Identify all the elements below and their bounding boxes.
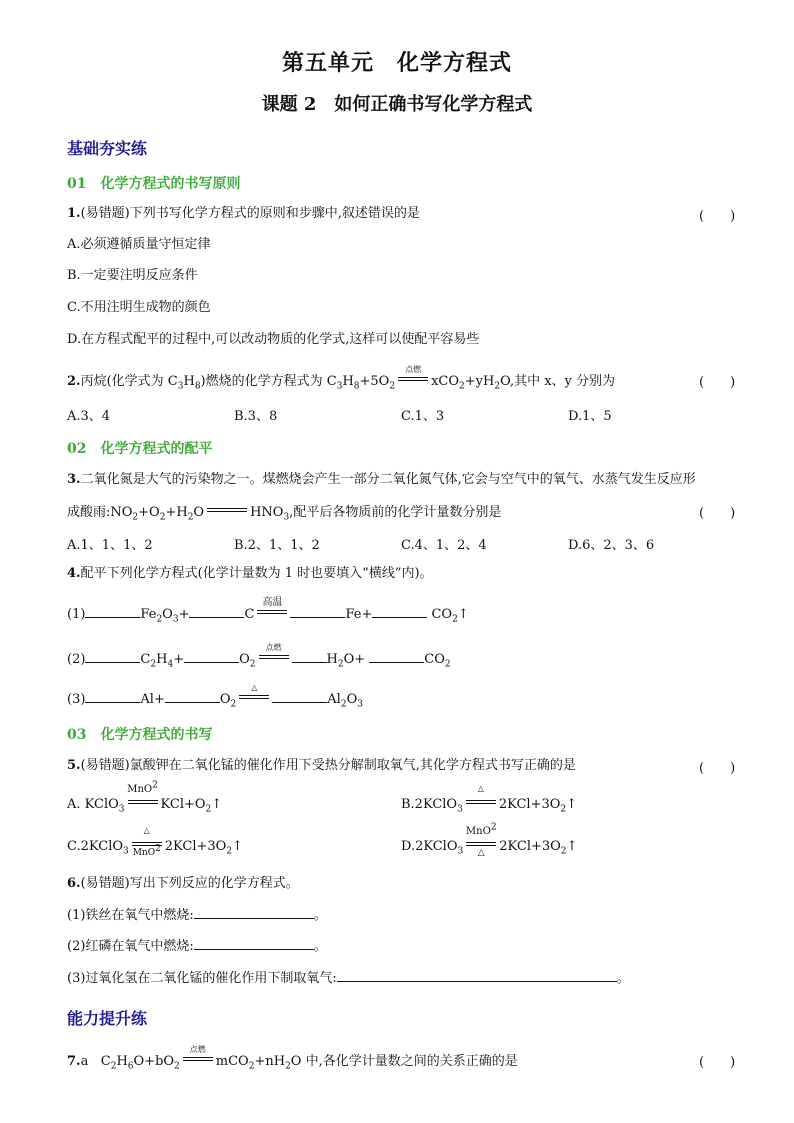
option-a: A. KClO$_3$ MnO$^2$ $KCl+O_2↑$: [67, 780, 223, 815]
answer-blank[interactable]: [194, 937, 314, 950]
reaction-condition: △: [464, 794, 498, 808]
answer-paren: ( ): [699, 506, 736, 521]
question-number: 4.: [67, 566, 81, 581]
answer-paren: ( ): [699, 209, 736, 224]
q6-item-1: (1)铁丝在氧气中燃烧: 。: [67, 908, 327, 923]
q6-item-3: (3)过氧化氢在二氧化锰的催化作用下制取氧气: 。: [67, 971, 630, 986]
reaction-condition: 点燃: [257, 649, 291, 663]
answer-paren: ( ): [699, 761, 736, 776]
lesson-title: 课题 2 如何正确书写化学方程式: [261, 94, 533, 115]
answer-blank[interactable]: [292, 650, 327, 663]
option-a: A.必须遵循质量守恒定律: [67, 237, 211, 252]
question-3-equation: 成酸雨$:NO_2+O_2+H_2O$ $HNO_3$,配平后各物质前的化学计量数分别是: [67, 502, 501, 522]
subsection-03: 03 化学方程式的书写: [67, 727, 213, 743]
question-1: [67, 205, 420, 223]
question-6: 6.(易错题)写出下列反应的化学方程式。: [67, 876, 299, 891]
question-2: 2.丙烷(化学式为 $C_3H_8$)燃烧的化学方程式为 $C_3H_8+5O_2$ 点燃 $xCO_2+yH_2O$,其中 x、y 分别为: [67, 365, 616, 392]
question-number: 2.: [67, 374, 81, 389]
option-c: C.1、3: [401, 409, 445, 424]
answer-blank[interactable]: [337, 969, 617, 982]
reaction-condition: 点燃: [181, 1051, 215, 1065]
answer-blank[interactable]: [290, 605, 345, 618]
answer-paren: ( ): [699, 375, 736, 390]
question-3: 3.二氧化氮是大气的污染物之一。煤燃烧会产生一部分二氧化氮气体,它会与空气中的氧气、水蒸气发生反应形: [67, 472, 696, 487]
answer-blank[interactable]: [165, 690, 220, 703]
question-4: 4.配平下列化学方程式(化学计量数为 1 时也要填入“横线”内)。: [67, 566, 433, 581]
answer-blank[interactable]: [369, 650, 424, 663]
option-c: C.不用注明生成物的颜色: [67, 300, 211, 315]
answer-paren: ( ): [699, 1055, 736, 1070]
option-c: C.2KClO$_3$ △ MnO$^2$ $2KCl+3O_2↑$: [67, 826, 243, 858]
unit-title: 第五单元 化学方程式: [281, 50, 512, 76]
answer-blank[interactable]: [85, 605, 140, 618]
option-b: B.一定要注明反应条件: [67, 268, 198, 283]
equals-sign: [205, 502, 249, 516]
reaction-condition: MnO$^2$: [126, 794, 160, 808]
answer-blank[interactable]: [194, 906, 314, 919]
question-number: 7.: [67, 1054, 81, 1069]
question-text: (易错题)下列书写化学方程式的原则和步骤中,叙述错误的是: [80, 206, 420, 221]
equation-1: (1) $Fe_2O_3+ C$ 高温 $Fe+ CO_2↑$: [67, 597, 469, 625]
question-7: 7.a $C_2H_6O+bO_2$ 点燃 $mCO_2+nH_2O$ 中,各化学计量数之间的关系正确的是: [67, 1045, 518, 1072]
subsection-01: 01 化学方程式的书写原则: [67, 176, 241, 192]
answer-blank[interactable]: [189, 605, 244, 618]
option-b: B.3、8: [234, 409, 278, 424]
question-number: 3.: [67, 472, 81, 487]
option-d: D.1、5: [568, 409, 612, 424]
equation-3: (3) $Al+ O_2$ △ $Al_2O_3$: [67, 683, 363, 710]
reaction-condition: 高温: [255, 604, 289, 618]
option-c: C.4、1、2、4: [401, 538, 487, 553]
subsection-02: 02 化学方程式的配平: [67, 441, 213, 457]
reaction-condition: △: [237, 689, 271, 703]
reaction-condition: MnO$^2$ △: [465, 822, 497, 858]
question-number: 5.: [67, 758, 81, 773]
answer-blank[interactable]: [372, 605, 427, 618]
option-d: D.6、2、3、6: [568, 538, 655, 553]
option-d: D.2KClO$_3$ MnO$^2$ △ $2KCl+3O_2↑$: [401, 822, 578, 858]
option-b: B.2、1、1、2: [234, 538, 320, 553]
q6-item-2: (2)红磷在氧气中燃烧: 。: [67, 939, 327, 954]
option-a: A.3、4: [67, 409, 111, 424]
answer-blank[interactable]: [272, 690, 327, 703]
question-number: 6.: [67, 876, 81, 891]
section-basic: 基础夯实练: [67, 139, 148, 158]
option-a: A.1、1、1、2: [67, 538, 153, 553]
section-ability: 能力提升练: [67, 1009, 148, 1028]
reaction-condition: 点燃: [396, 371, 430, 385]
question-5: 5.(易错题)氯酸钾在二氧化锰的催化作用下受热分解制取氧气,其化学方程式书写正确的是: [67, 758, 576, 773]
equation-2: (2) $C_2H_4+ O_2$ 点燃 $H_2O+ CO_2$: [67, 643, 451, 670]
answer-blank[interactable]: [184, 650, 239, 663]
answer-blank[interactable]: [85, 690, 140, 703]
option-b: B.2KClO$_3$ △ $2KCl+3O_2↑$: [401, 784, 578, 815]
reaction-condition: △ MnO$^2$: [132, 826, 161, 858]
question-number: 1.: [67, 206, 81, 221]
answer-blank[interactable]: [85, 650, 140, 663]
option-d: D.在方程式配平的过程中,可以改动物质的化学式,这样可以使配平容易些: [67, 332, 480, 347]
